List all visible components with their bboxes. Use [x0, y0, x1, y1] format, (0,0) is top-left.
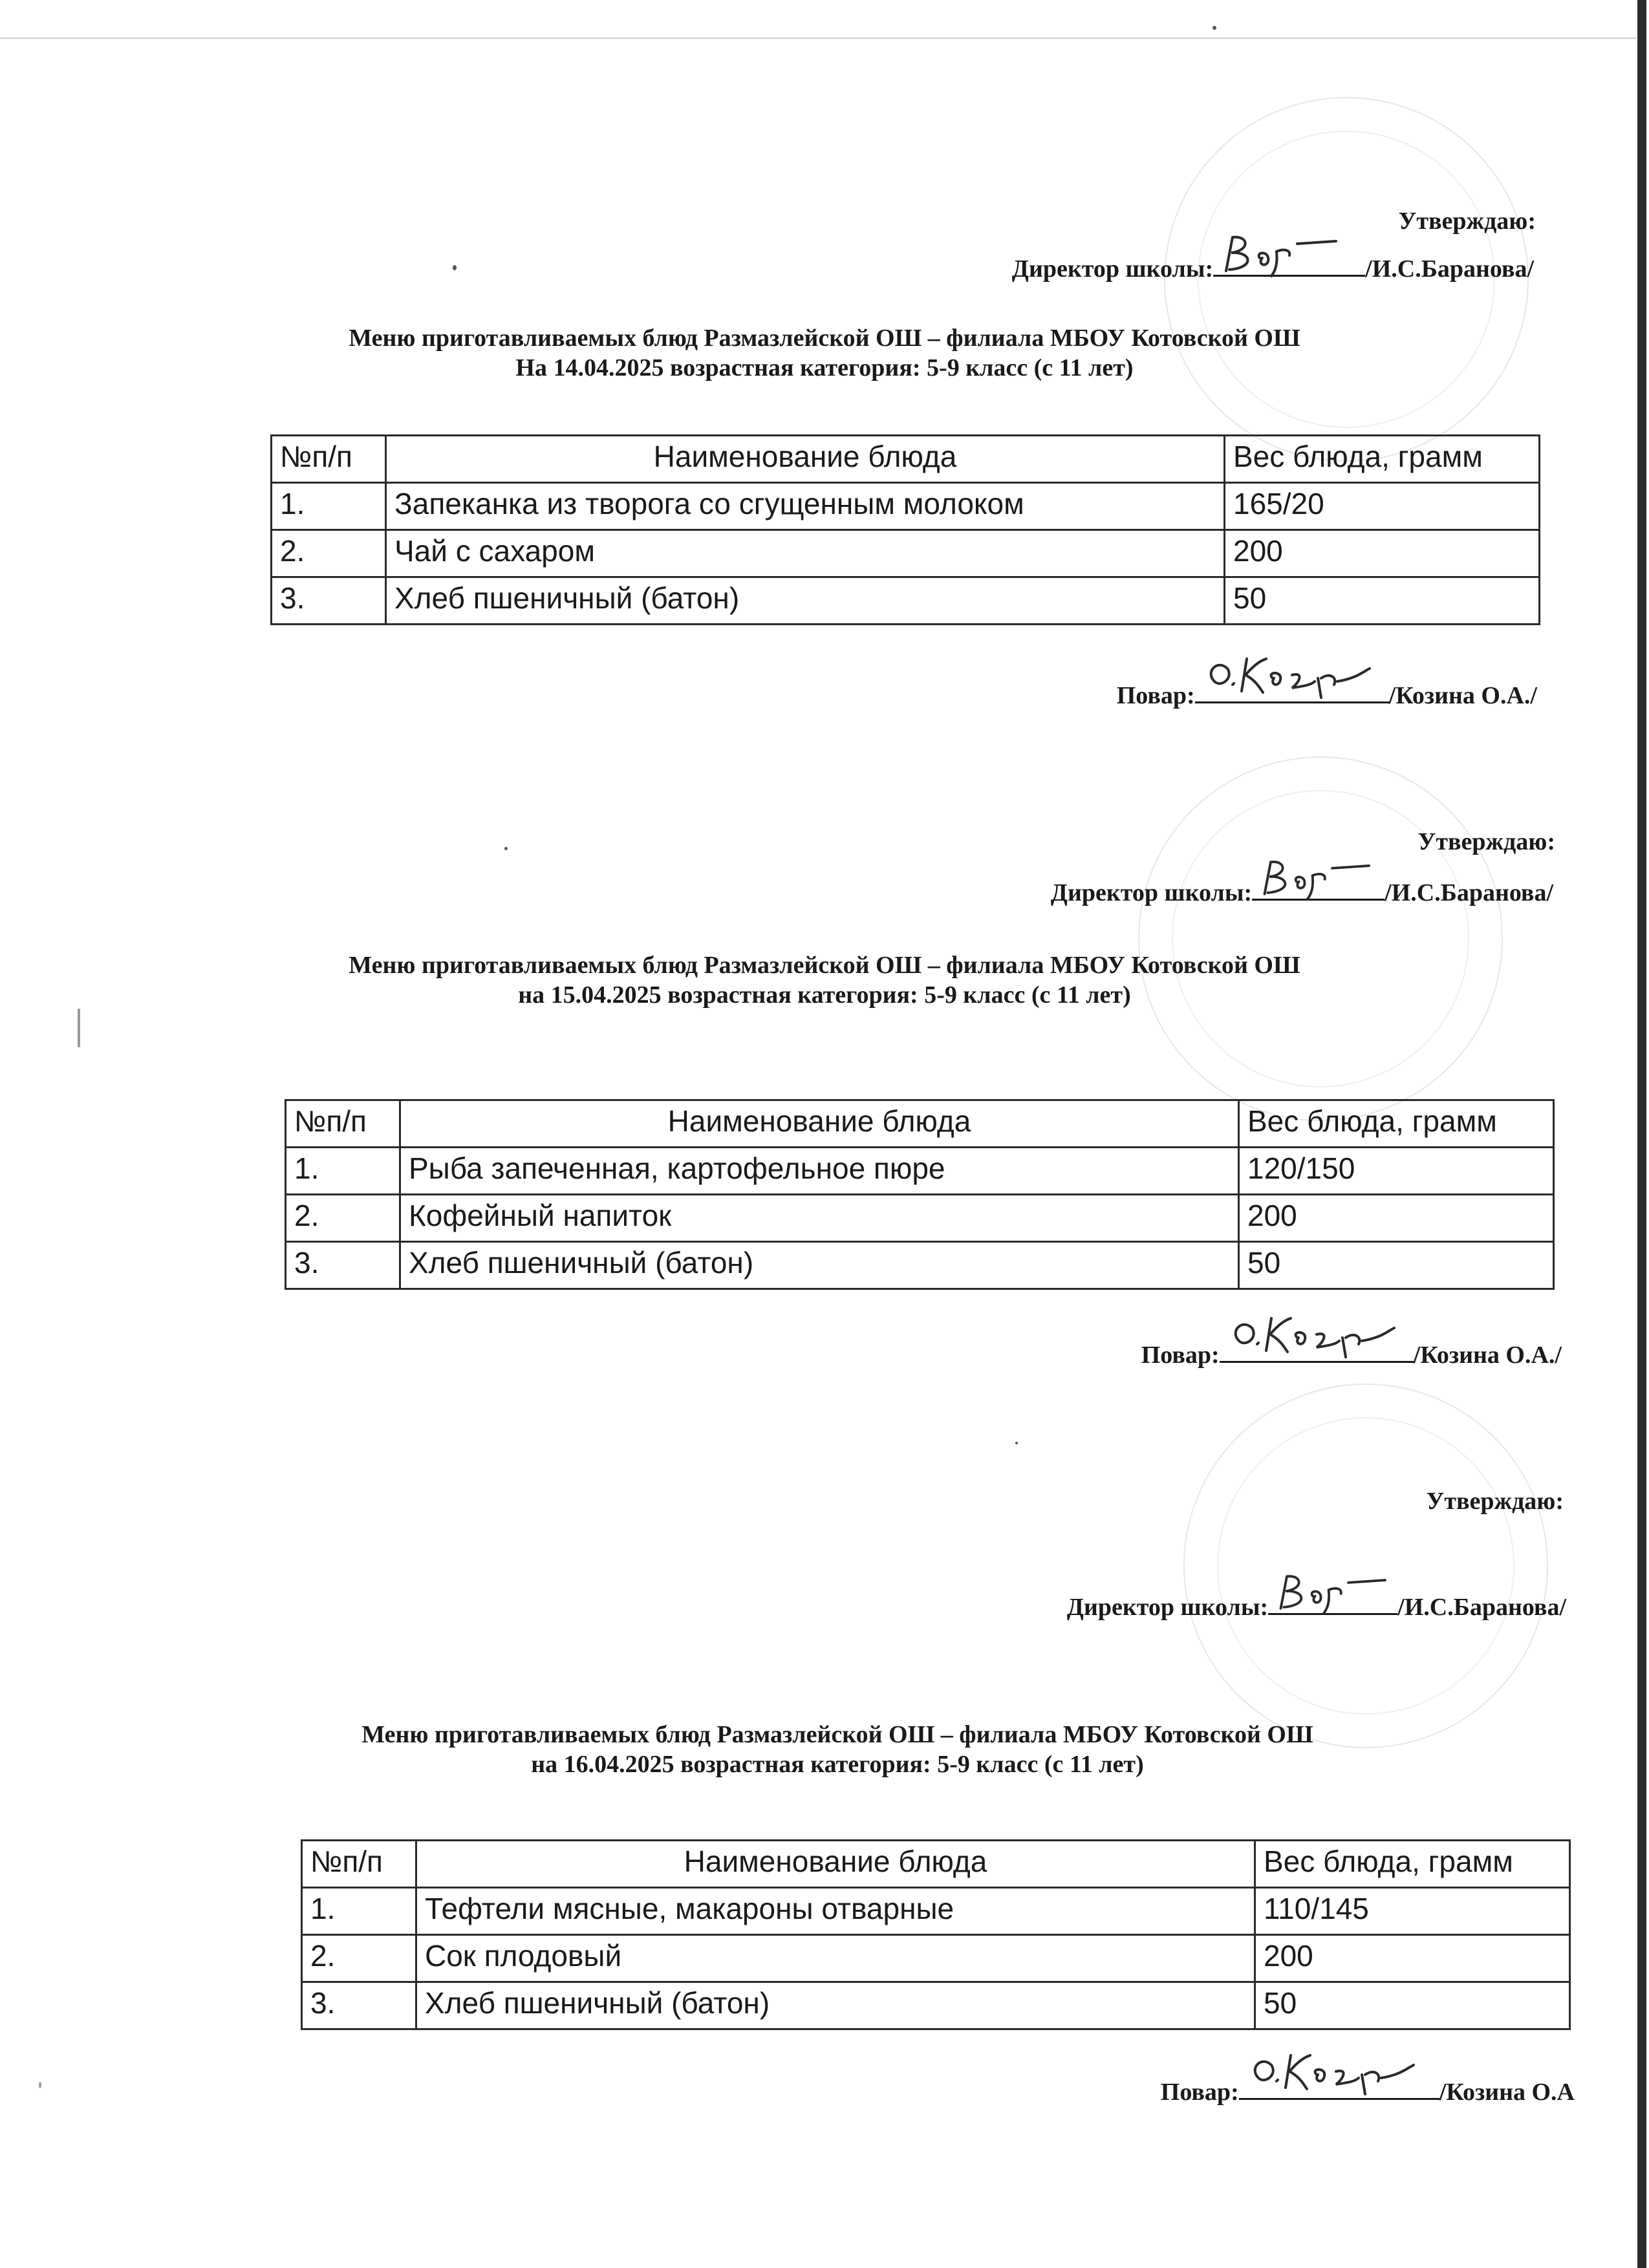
table-row [286, 1242, 1554, 1289]
approve-label: Утверждаю: [1398, 208, 1536, 235]
signature-field [1220, 1335, 1414, 1363]
scan-speck [1015, 1442, 1018, 1444]
director-signature-line [1067, 1587, 1566, 1621]
director-signature-line [1051, 873, 1553, 907]
row-weight: 165/20 [1225, 483, 1540, 530]
table-header-row [302, 1841, 1570, 1888]
scan-speck [504, 847, 508, 850]
cook-signature-line [1117, 676, 1537, 710]
row-number: 3. [272, 577, 386, 625]
table-row [302, 1982, 1570, 2029]
row-weight: 110/145 [1255, 1888, 1570, 1935]
director-name: /И.С.Баранова/ [1397, 1594, 1566, 1621]
table-row [302, 1888, 1570, 1935]
director-signature-icon [1275, 1570, 1397, 1616]
row-weight: 50 [1255, 1982, 1570, 2029]
cook-signature-line [1141, 1335, 1562, 1369]
menu-title-line1: Меню приготавливаемых блюд Размазлейской ОШ – филиала МБОУ Котовской ОШ [361, 1721, 1313, 1748]
cook-signature-icon [1202, 652, 1383, 704]
signature-field [1252, 873, 1385, 901]
table-header-row [272, 436, 1540, 483]
row-dish-name: Сок плодовый [416, 1935, 1255, 1982]
cook-name: /Козина О.А./ [1388, 682, 1537, 709]
director-label: Директор школы: [1050, 879, 1253, 906]
scan-speck [453, 265, 457, 270]
row-dish-name: Тефтели мясные, макароны отварные [416, 1888, 1255, 1935]
row-number: 1. [302, 1888, 416, 1935]
header-number: №п/п [286, 1100, 400, 1148]
scan-speck [1212, 26, 1216, 30]
scan-fold-line [0, 37, 1636, 39]
row-dish-name: Запеканка из творога со сгущенным молоком [386, 483, 1225, 530]
cook-label: Повар: [1160, 2079, 1239, 2106]
menu-table [270, 434, 1540, 625]
row-dish-name: Хлеб пшеничный (батон) [416, 1982, 1255, 2029]
director-label: Директор школы: [1066, 1594, 1269, 1621]
row-dish-name: Кофейный напиток [400, 1195, 1239, 1242]
director-name: /И.С.Баранова/ [1365, 255, 1534, 283]
header-dish-name: Наименование блюда [416, 1841, 1255, 1888]
header-number: №п/п [272, 436, 386, 483]
row-dish-name: Рыба запеченная, картофельное пюре [400, 1148, 1239, 1195]
menu-title-line2: На 14.04.2025 возрастная категория: 5-9 класс (с 11 лет) [515, 354, 1134, 381]
menu-title-line2: на 16.04.2025 возрастная категория: 5-9 класс (с 11 лет) [531, 1751, 1144, 1778]
cook-name: /Козина О.А./ [1413, 1342, 1562, 1369]
table-row [272, 577, 1540, 625]
header-weight: Вес блюда, грамм [1225, 436, 1540, 483]
header-weight: Вес блюда, грамм [1239, 1100, 1554, 1148]
row-number: 2. [286, 1195, 400, 1242]
row-number: 1. [272, 483, 386, 530]
approve-label: Утверждаю: [1417, 828, 1555, 855]
menu-title [0, 950, 1649, 1010]
menu-table [285, 1099, 1555, 1290]
row-dish-name: Чай с сахаром [386, 530, 1225, 577]
director-signature-icon [1258, 856, 1381, 901]
cook-name: /Козина О.А [1439, 2079, 1575, 2106]
row-weight: 200 [1239, 1195, 1554, 1242]
row-number: 2. [302, 1935, 416, 1982]
table-row [286, 1148, 1554, 1195]
menu-title-line1: Меню приготавливаемых блюд Размазлейской ОШ – филиала МБОУ Котовской ОШ [349, 325, 1300, 352]
row-weight: 50 [1225, 577, 1540, 625]
signature-field [1268, 1587, 1397, 1615]
header-dish-name: Наименование блюда [386, 436, 1225, 483]
seal-stamp [1138, 756, 1503, 1121]
row-number: 3. [302, 1982, 416, 2029]
table-row [302, 1935, 1570, 1982]
director-label: Директор школы: [1011, 255, 1214, 283]
header-dish-name: Наименование блюда [400, 1100, 1239, 1148]
cook-signature-icon [1226, 1312, 1407, 1364]
director-signature-line [1012, 249, 1534, 283]
director-signature-icon [1220, 232, 1349, 277]
row-weight: 120/150 [1239, 1148, 1554, 1195]
header-number: №п/п [302, 1841, 416, 1888]
cook-signature-line [1161, 2072, 1575, 2106]
scan-speck [39, 2082, 41, 2088]
table-header-row [286, 1100, 1554, 1148]
menu-title-line1: Меню приготавливаемых блюд Размазлейской ОШ – филиала МБОУ Котовской ОШ [349, 952, 1300, 979]
menu-table [301, 1839, 1571, 2030]
signature-field [1195, 676, 1389, 703]
row-number: 3. [286, 1242, 400, 1289]
scan-speck [78, 1009, 80, 1047]
menu-title-line2: на 15.04.2025 возрастная категория: 5-9 класс (с 11 лет) [518, 981, 1131, 1009]
row-dish-name: Хлеб пшеничный (батон) [386, 577, 1225, 625]
director-name: /И.С.Баранова/ [1385, 879, 1553, 906]
signature-field [1239, 2072, 1439, 2100]
row-number: 2. [272, 530, 386, 577]
cook-label: Повар: [1116, 682, 1195, 709]
seal-stamp [1183, 1384, 1548, 1748]
row-dish-name: Хлеб пшеничный (батон) [400, 1242, 1239, 1289]
row-weight: 200 [1225, 530, 1540, 577]
table-row [272, 483, 1540, 530]
row-weight: 200 [1255, 1935, 1570, 1982]
cook-signature-icon [1245, 2049, 1427, 2101]
header-weight: Вес блюда, грамм [1255, 1841, 1570, 1888]
signature-field [1213, 249, 1365, 277]
cook-label: Повар: [1141, 1342, 1220, 1369]
row-weight: 50 [1239, 1242, 1554, 1289]
approve-label: Утверждаю: [1426, 1488, 1564, 1515]
table-row [286, 1195, 1554, 1242]
menu-title [0, 323, 1649, 383]
table-row [272, 530, 1540, 577]
menu-title [13, 1720, 1649, 1779]
row-number: 1. [286, 1148, 400, 1195]
